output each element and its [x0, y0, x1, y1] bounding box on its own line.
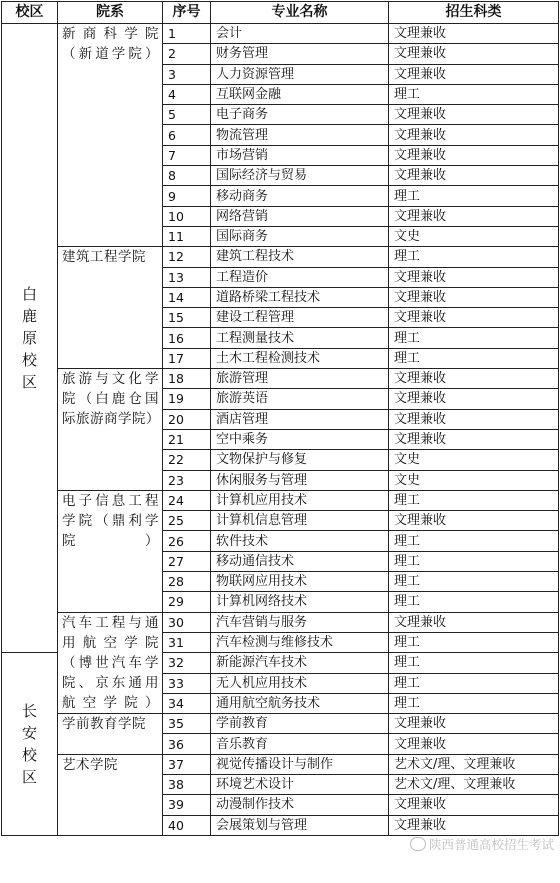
category-cell: 理工	[389, 632, 559, 652]
watermark	[410, 835, 554, 853]
major-cell: 会展策划与管理	[211, 815, 389, 835]
category-cell: 文理兼收	[389, 24, 559, 44]
number-cell: 33	[163, 673, 211, 693]
category-cell: 文理兼收	[389, 389, 559, 409]
category-cell: 理工	[389, 551, 559, 571]
number-cell: 37	[163, 754, 211, 774]
number-cell: 28	[163, 572, 211, 592]
major-cell: 学前教育	[211, 714, 389, 734]
number-cell: 2	[163, 44, 211, 64]
major-cell: 人力资源管理	[211, 64, 389, 84]
table-row	[2, 247, 559, 267]
category-cell: 文理兼收	[389, 308, 559, 328]
table-row	[2, 612, 559, 632]
table-row	[2, 490, 559, 510]
major-cell: 新能源汽车技术	[211, 653, 389, 673]
category-cell: 文史	[389, 450, 559, 470]
campus-name: 长安校区	[21, 702, 37, 787]
number-cell: 22	[163, 450, 211, 470]
category-cell: 艺术文/理、文理兼收	[389, 774, 559, 794]
table-row	[2, 754, 559, 774]
number-cell: 21	[163, 429, 211, 449]
number-cell: 30	[163, 612, 211, 632]
number-cell: 13	[163, 267, 211, 287]
major-cell: 软件技术	[211, 531, 389, 551]
category-cell: 理工	[389, 592, 559, 612]
major-cell: 工程造价	[211, 267, 389, 287]
major-cell: 移动商务	[211, 186, 389, 206]
department-cell: 电子信息工程学院（鼎利学院）	[58, 490, 163, 612]
category-cell: 文理兼收	[389, 145, 559, 165]
number-cell: 1	[163, 24, 211, 44]
number-cell: 40	[163, 815, 211, 835]
department-cell: 汽车工程与通用航空学院（博世汽车学院、京东通用航空学院）	[58, 612, 163, 713]
category-cell: 理工	[389, 673, 559, 693]
number-cell: 16	[163, 328, 211, 348]
header-row	[2, 2, 559, 24]
category-cell: 理工	[389, 653, 559, 673]
category-cell: 文理兼收	[389, 612, 559, 632]
major-cell: 工程测量技术	[211, 328, 389, 348]
major-cell: 计算机应用技术	[211, 490, 389, 510]
campus-cell	[2, 24, 58, 653]
major-cell: 音乐教育	[211, 734, 389, 754]
number-cell: 32	[163, 653, 211, 673]
number-cell: 36	[163, 734, 211, 754]
major-cell: 环境艺术设计	[211, 774, 389, 794]
table-row	[2, 369, 559, 389]
number-cell: 5	[163, 105, 211, 125]
header-department: 院系	[58, 2, 163, 24]
major-cell: 汽车检测与维修技术	[211, 632, 389, 652]
wechat-icon	[410, 837, 426, 851]
number-cell: 7	[163, 145, 211, 165]
department-cell: 艺术学院	[58, 754, 163, 835]
number-cell: 12	[163, 247, 211, 267]
number-cell: 9	[163, 186, 211, 206]
number-cell: 19	[163, 389, 211, 409]
major-cell: 无人机应用技术	[211, 673, 389, 693]
major-cell: 休闲服务与管理	[211, 470, 389, 490]
major-cell: 旅游英语	[211, 389, 389, 409]
number-cell: 6	[163, 125, 211, 145]
major-cell: 视觉传播设计与制作	[211, 754, 389, 774]
number-cell: 23	[163, 470, 211, 490]
number-cell: 11	[163, 226, 211, 246]
major-cell: 电子商务	[211, 105, 389, 125]
category-cell: 文理兼收	[389, 714, 559, 734]
category-cell: 文理兼收	[389, 795, 559, 815]
category-cell: 理工	[389, 328, 559, 348]
major-cell: 互联网金融	[211, 84, 389, 104]
category-cell: 文理兼收	[389, 206, 559, 226]
major-cell: 通用航空航务技术	[211, 693, 389, 713]
major-cell: 市场营销	[211, 145, 389, 165]
number-cell: 14	[163, 287, 211, 307]
category-cell: 理工	[389, 531, 559, 551]
major-cell: 财务管理	[211, 44, 389, 64]
table-body	[2, 24, 559, 836]
category-cell: 理工	[389, 348, 559, 368]
major-cell: 国际商务	[211, 226, 389, 246]
header-major: 专业名称	[211, 2, 389, 24]
number-cell: 8	[163, 166, 211, 186]
category-cell: 理工	[389, 693, 559, 713]
major-cell: 道路桥梁工程技术	[211, 287, 389, 307]
category-cell: 文理兼收	[389, 125, 559, 145]
header-number: 序号	[163, 2, 211, 24]
number-cell: 4	[163, 84, 211, 104]
category-cell: 文理兼收	[389, 734, 559, 754]
department-cell: 学前教育学院	[58, 714, 163, 755]
category-cell: 文理兼收	[389, 409, 559, 429]
major-cell: 旅游管理	[211, 369, 389, 389]
number-cell: 25	[163, 511, 211, 531]
major-cell: 计算机信息管理	[211, 511, 389, 531]
major-cell: 建筑工程技术	[211, 247, 389, 267]
number-cell: 34	[163, 693, 211, 713]
number-cell: 38	[163, 774, 211, 794]
number-cell: 29	[163, 592, 211, 612]
category-cell: 文理兼收	[389, 369, 559, 389]
number-cell: 15	[163, 308, 211, 328]
major-cell: 会计	[211, 24, 389, 44]
table-row	[2, 24, 559, 44]
major-cell: 国际经济与贸易	[211, 166, 389, 186]
number-cell: 24	[163, 490, 211, 510]
category-cell: 文史	[389, 470, 559, 490]
major-cell: 酒店管理	[211, 409, 389, 429]
number-cell: 31	[163, 632, 211, 652]
category-cell: 理工	[389, 247, 559, 267]
major-cell: 空中乘务	[211, 429, 389, 449]
category-cell: 文理兼收	[389, 105, 559, 125]
number-cell: 3	[163, 64, 211, 84]
major-cell: 移动通信技术	[211, 551, 389, 571]
category-cell: 理工	[389, 84, 559, 104]
number-cell: 27	[163, 551, 211, 571]
category-cell: 文理兼收	[389, 44, 559, 64]
category-cell: 文理兼收	[389, 815, 559, 835]
department-cell: 旅游与文化学院（白鹿仓国际旅游商学院）	[58, 369, 163, 491]
number-cell: 18	[163, 369, 211, 389]
table-row	[2, 714, 559, 734]
number-cell: 10	[163, 206, 211, 226]
category-cell: 文理兼收	[389, 166, 559, 186]
major-cell: 物流管理	[211, 125, 389, 145]
category-cell: 文理兼收	[389, 511, 559, 531]
campus-name: 白鹿原校区	[21, 285, 37, 392]
number-cell: 39	[163, 795, 211, 815]
majors-table	[1, 1, 559, 836]
watermark-text: 陕西普通高校招生考试	[428, 837, 554, 852]
header-category: 招生科类	[389, 2, 559, 24]
number-cell: 17	[163, 348, 211, 368]
campus-cell	[2, 653, 58, 836]
major-cell: 动漫制作技术	[211, 795, 389, 815]
category-cell: 文理兼收	[389, 287, 559, 307]
major-cell: 土木工程检测技术	[211, 348, 389, 368]
major-cell: 网络营销	[211, 206, 389, 226]
header-campus: 校区	[2, 2, 58, 24]
category-cell: 理工	[389, 490, 559, 510]
major-cell: 文物保护与修复	[211, 450, 389, 470]
department-cell: 建筑工程学院	[58, 247, 163, 369]
category-cell: 文理兼收	[389, 267, 559, 287]
category-cell: 艺术文/理、文理兼收	[389, 754, 559, 774]
category-cell: 理工	[389, 186, 559, 206]
category-cell: 理工	[389, 572, 559, 592]
category-cell: 文理兼收	[389, 64, 559, 84]
category-cell: 文理兼收	[389, 429, 559, 449]
category-cell: 文史	[389, 226, 559, 246]
major-cell: 建设工程管理	[211, 308, 389, 328]
major-cell: 汽车营销与服务	[211, 612, 389, 632]
major-cell: 计算机网络技术	[211, 592, 389, 612]
major-cell: 物联网应用技术	[211, 572, 389, 592]
number-cell: 20	[163, 409, 211, 429]
number-cell: 26	[163, 531, 211, 551]
department-cell: 新商科学院（新道学院）	[58, 24, 163, 247]
number-cell: 35	[163, 714, 211, 734]
